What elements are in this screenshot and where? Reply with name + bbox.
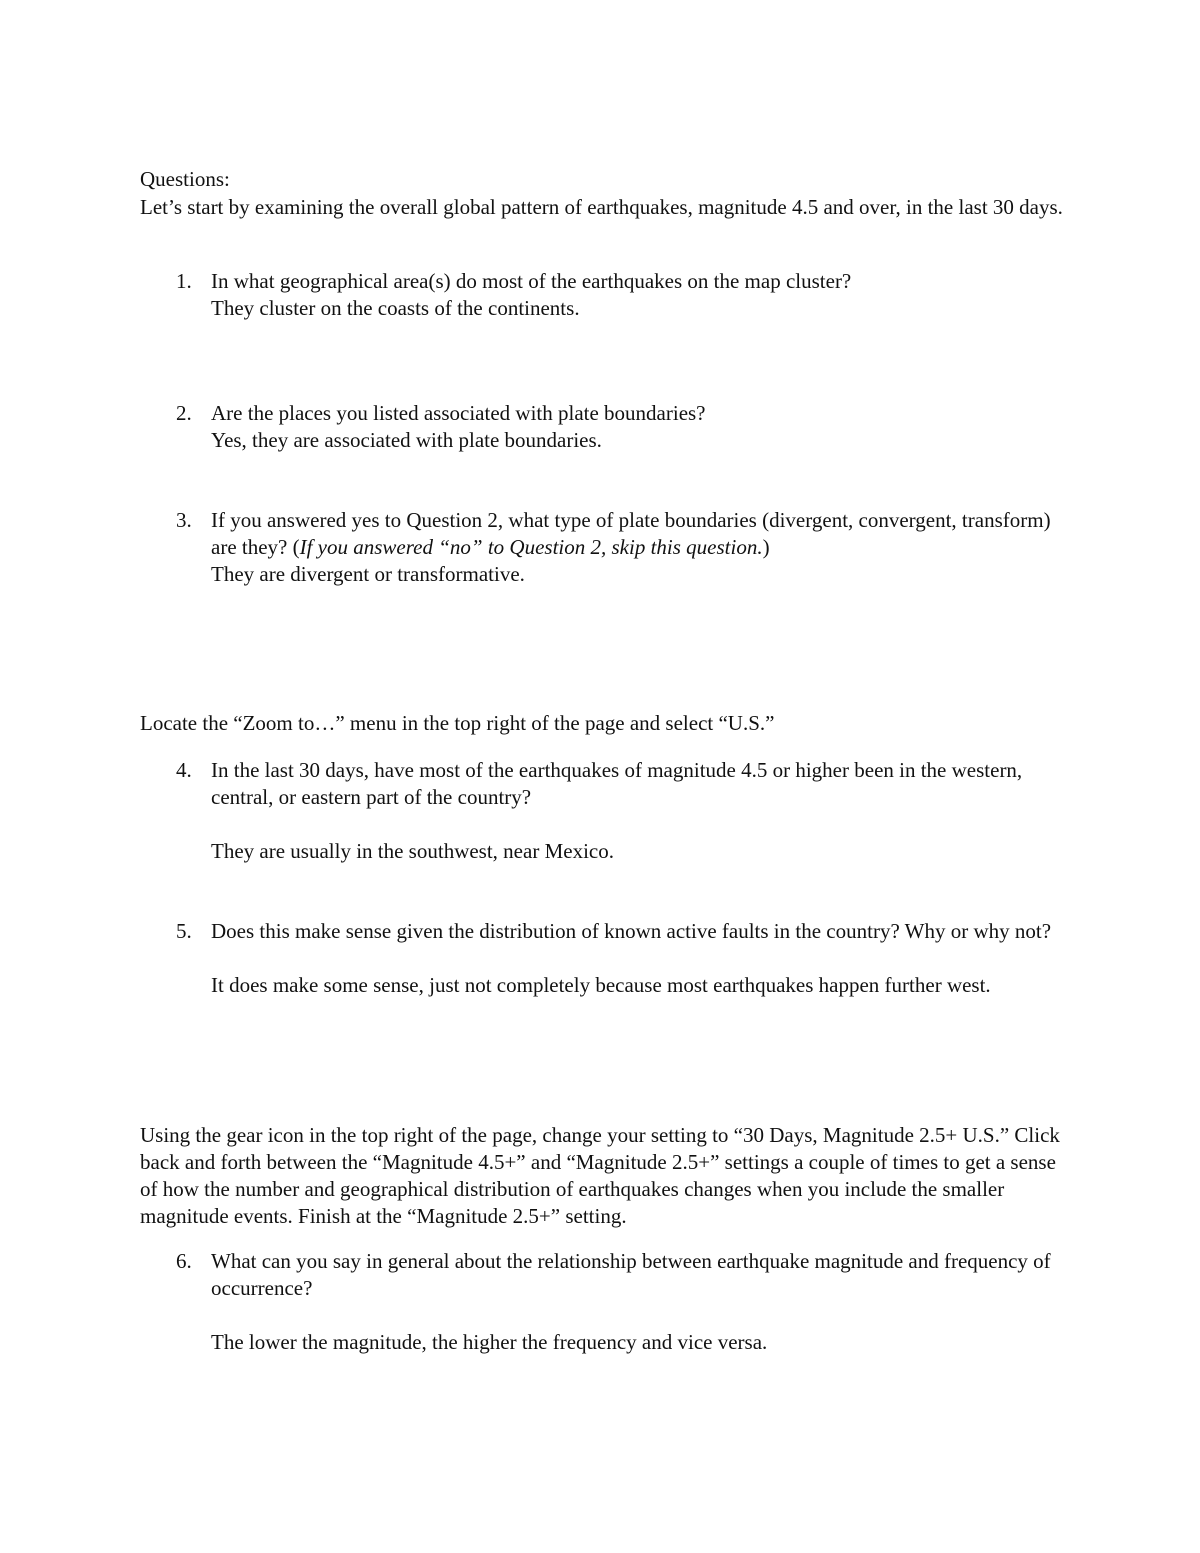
question-item xyxy=(211,268,1071,322)
zoom-instruction: Locate the “Zoom to…” menu in the top right of the page and select “U.S.” xyxy=(140,711,775,735)
question-item xyxy=(211,918,1071,999)
question-text: In what geographical area(s) do most of the earthquakes on the map cluster? xyxy=(211,269,852,293)
section-heading: Questions: xyxy=(140,167,230,191)
question-number: 4. xyxy=(176,758,192,782)
question-number: 6. xyxy=(176,1249,192,1273)
question-text: In the last 30 days, have most of the earthquakes of magnitude 4.5 or higher been in the western, central, or eastern part of the country? xyxy=(211,758,1023,809)
answer-text: It does make some sense, just not completely because most earthquakes happen further west. xyxy=(211,973,991,997)
question-text: What can you say in general about the relationship between earthquake magnitude and frequency of occurrence? xyxy=(211,1249,1051,1300)
question-number: 1. xyxy=(176,269,192,293)
answer-text: They are divergent or transformative. xyxy=(211,562,525,586)
answer-text: Yes, they are associated with plate boundaries. xyxy=(211,428,602,452)
gear-instruction: Using the gear icon in the top right of the page, change your setting to “30 Days, Magnitude 2.5+ U.S.” Click back and forth between the “Magnitude 4.5+” and “Magnitude 2.5+” settings a couple of times to get a sense of how the number and geographical distribution of earthquakes changes when you include the smaller magnitude events. Finish at the “Magnitude 2.5+” setting. xyxy=(140,1123,1060,1228)
question-text-end: ) xyxy=(762,535,770,559)
question-text xyxy=(211,507,1071,561)
intro-paragraph: Let’s start by examining the overall global pattern of earthquakes, magnitude 4.5 and over, in the last 30 days. xyxy=(140,195,1063,219)
question-item xyxy=(211,1248,1071,1356)
question-number: 5. xyxy=(176,919,192,943)
answer-text: The lower the magnitude, the higher the frequency and vice versa. xyxy=(211,1330,768,1354)
question-note: If you answered “no” to Question 2, skip this question. xyxy=(299,535,763,559)
question-number: 3. xyxy=(176,508,192,532)
question-item xyxy=(211,757,1071,865)
question-text: Does this make sense given the distribution of known active faults in the country? Why or why not? xyxy=(211,919,1052,943)
question-item xyxy=(211,400,1071,454)
answer-text: They are usually in the southwest, near Mexico. xyxy=(211,839,614,863)
answer-text: They cluster on the coasts of the continents. xyxy=(211,296,580,320)
question-text-main: If you answered yes to Question 2, what type of plate boundaries (divergent, convergent, transform) are they? ( xyxy=(211,508,1051,559)
question-text: Are the places you listed associated with plate boundaries? xyxy=(211,401,706,425)
question-number: 2. xyxy=(176,401,192,425)
question-item xyxy=(211,507,1071,588)
